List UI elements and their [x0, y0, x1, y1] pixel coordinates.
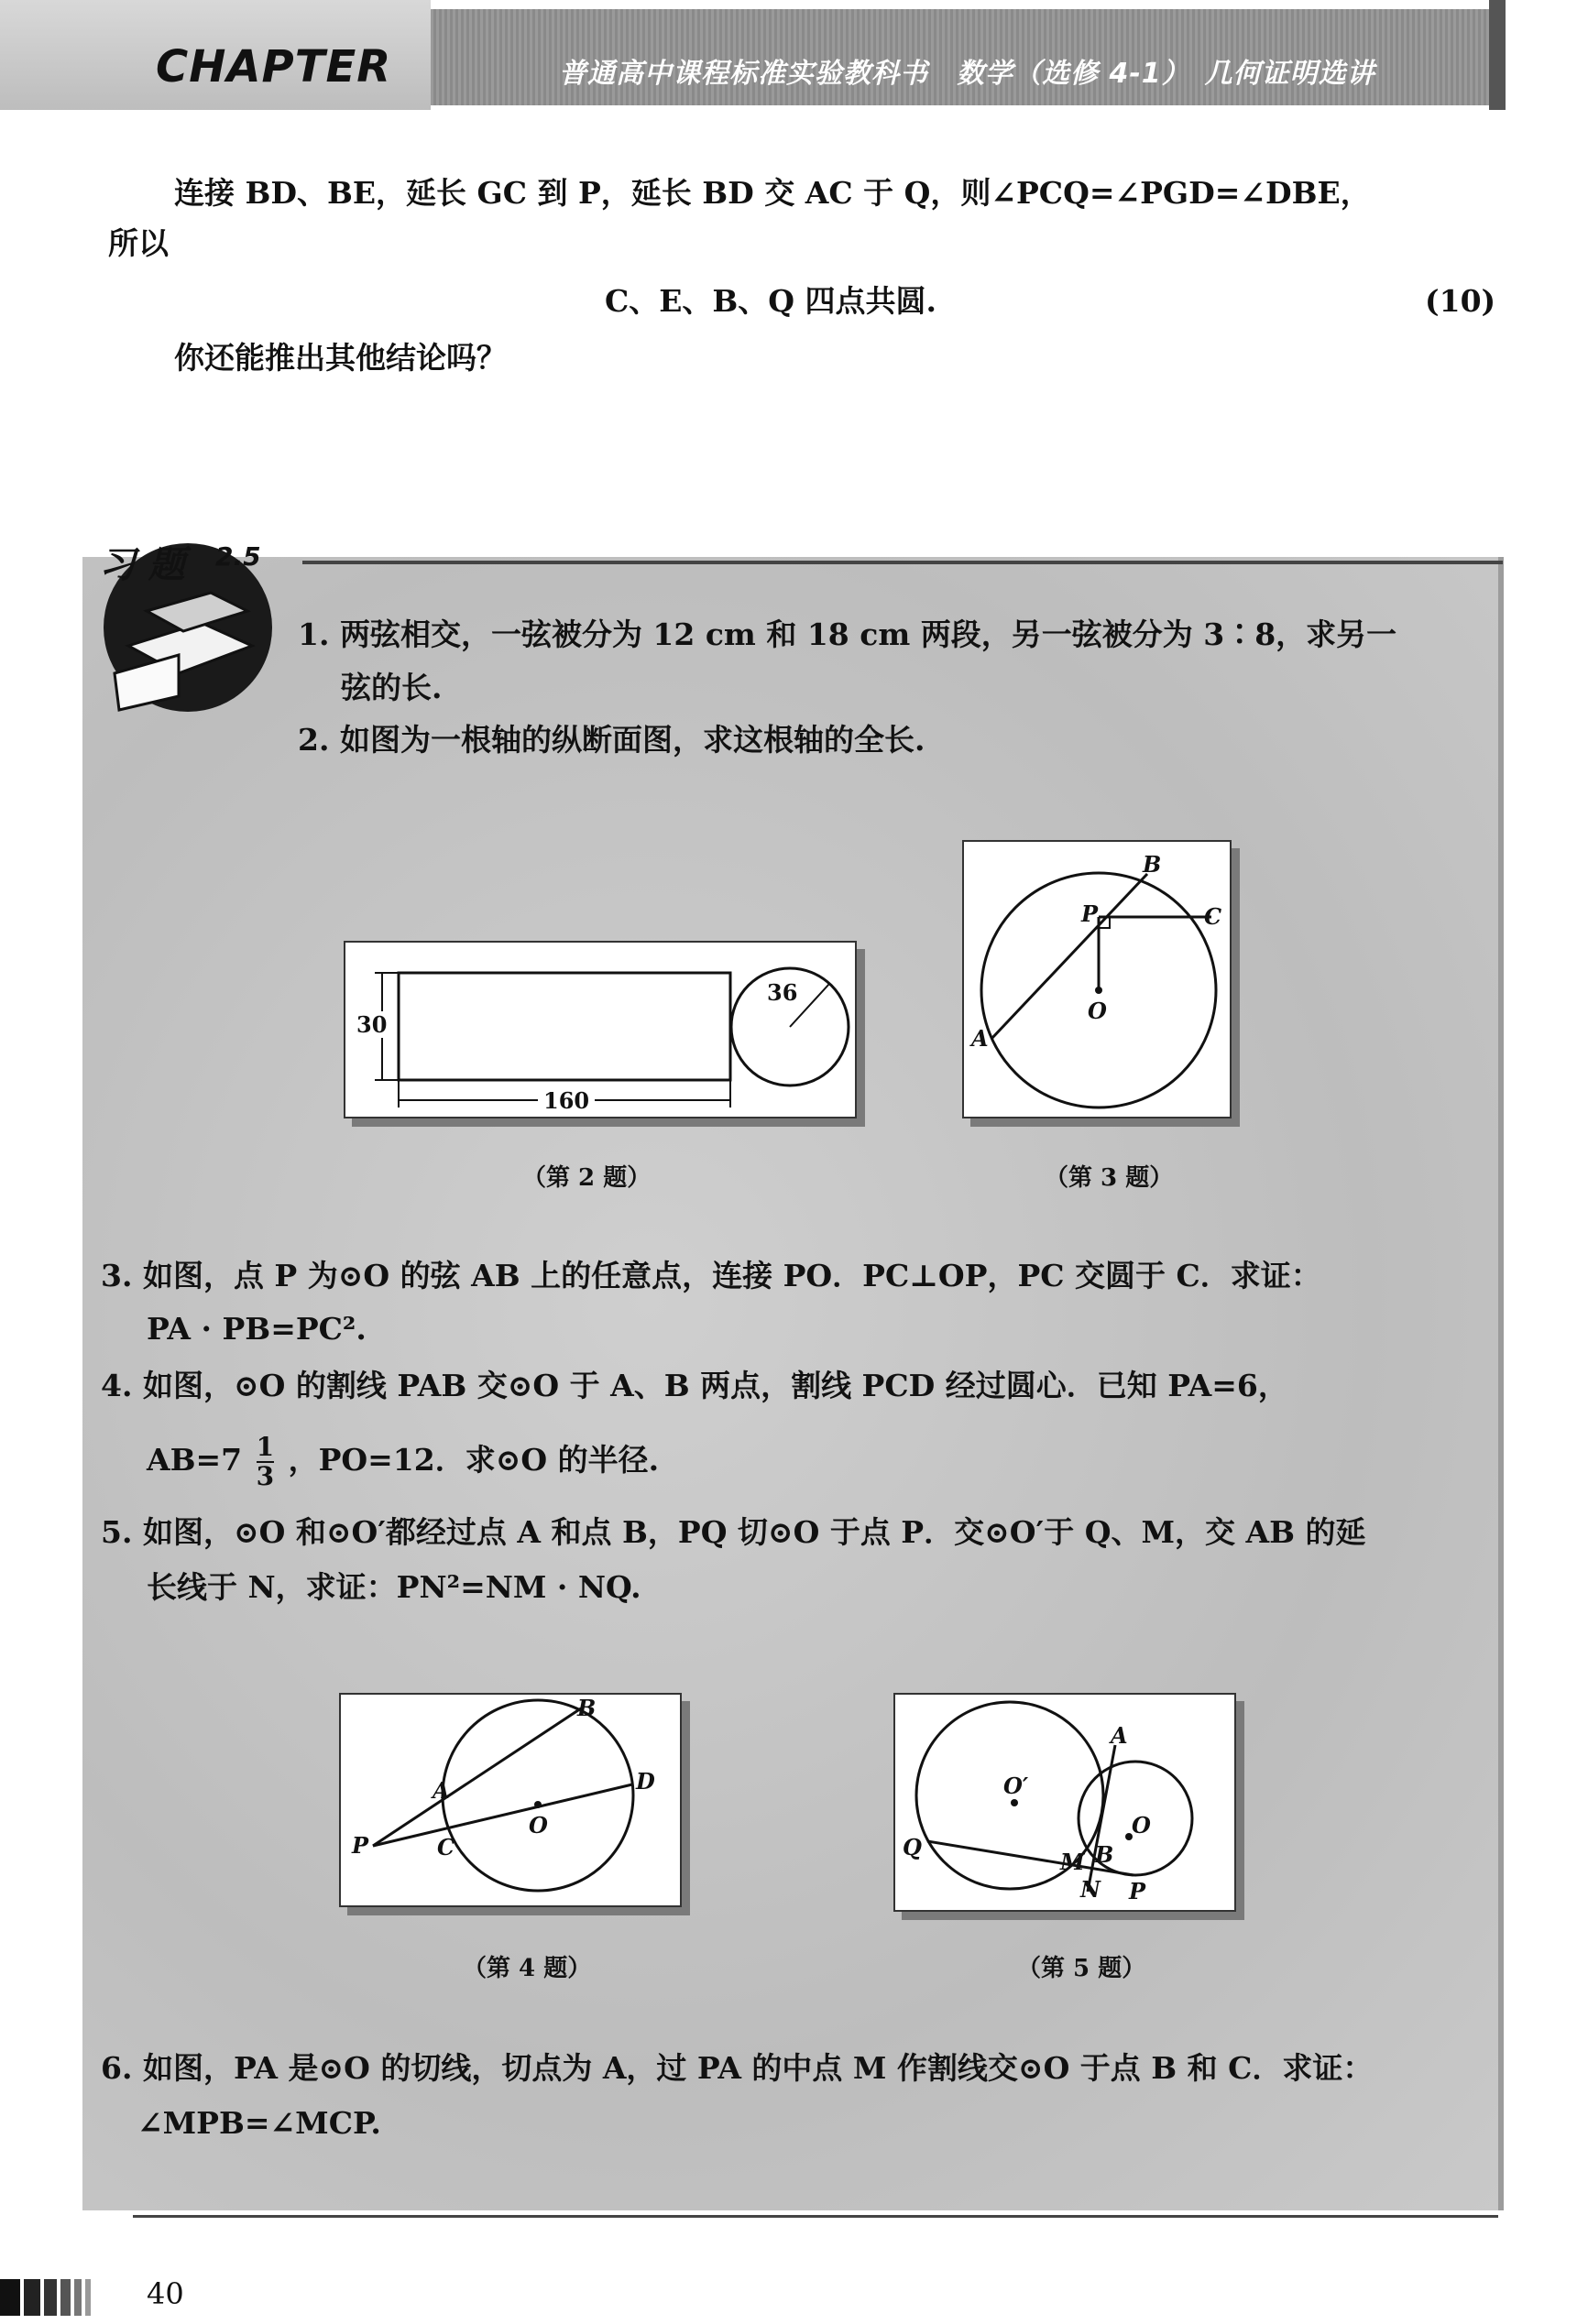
problem-6-line-2: ∠MPB=∠MCP.: [137, 2105, 381, 2141]
badge-number: 2.5: [215, 541, 261, 572]
problem-3-line-1: 3. 如图，点 P 为⊙O 的弦 AB 上的任意点，连接 PO．PC⊥OP，PC 交圆于 C．求证：: [101, 1258, 1321, 1293]
footer-rule: [133, 2215, 1498, 2218]
figure-3-caption: （第 3 题）: [1045, 1164, 1174, 1192]
footer-bar-icon: [0, 2275, 119, 2320]
shaft-diagram: [345, 943, 855, 1117]
label-q: Q: [903, 1834, 922, 1860]
problem-1-line-2: 弦的长.: [341, 670, 443, 705]
problem-4-line-2: [147, 1434, 659, 1490]
problem-1-line-1: 1. 两弦相交，一弦被分为 12 cm 和 18 cm 两段，另一弦被分为 3∶8，求另一: [298, 616, 1397, 652]
figure-2: [344, 941, 857, 1118]
label-c: C: [1204, 903, 1222, 930]
label-b: B: [1095, 1841, 1114, 1868]
figure-4: [339, 1693, 682, 1907]
intro-line-2: 所以: [108, 225, 169, 261]
label-o-prime: O′: [1003, 1773, 1029, 1799]
header-edge-strip: [1489, 0, 1506, 110]
page-header: [0, 0, 1588, 115]
problem-2: 2. 如图为一根轴的纵断面图，求这根轴的全长.: [298, 722, 925, 758]
figure-2-caption: （第 2 题）: [522, 1164, 652, 1192]
label-m: M: [1060, 1849, 1085, 1875]
badge-label: 习 题: [99, 544, 185, 586]
p4-suffix: ，PO=12．求⊙O 的半径.: [288, 1442, 660, 1478]
problem-3-line-2: PA · PB=PC².: [147, 1311, 367, 1347]
label-d: D: [636, 1768, 655, 1795]
followup-question: 你还能推出其他结论吗？: [174, 340, 507, 376]
chord-diagram: [964, 842, 1230, 1117]
label-b: B: [577, 1695, 597, 1721]
label-o: O: [1088, 998, 1107, 1024]
fraction-den: 3: [256, 1461, 275, 1491]
label-a: A: [971, 1025, 989, 1052]
figure-5-caption: （第 5 题）: [1017, 1955, 1146, 1982]
label-o: O: [1132, 1812, 1151, 1838]
chapter-label: CHAPTER: [156, 41, 392, 93]
footer-blocks: [0, 2275, 119, 2320]
conclusion-line: C、E、B、Q 四点共圆.: [605, 283, 937, 319]
dim-length: 160: [538, 1087, 595, 1114]
label-o: O: [529, 1812, 548, 1838]
book-title: 普通高中课程标准实验教科书 数学（选修 4-1） 几何证明选讲: [559, 58, 1375, 90]
fraction-num: 1: [256, 1432, 275, 1462]
label-c: C: [437, 1834, 455, 1860]
label-n: N: [1080, 1876, 1101, 1903]
dim-radius: 36: [767, 979, 798, 1006]
figure-3: [962, 840, 1232, 1118]
fraction: [257, 1434, 274, 1490]
problem-5-line-1: 5. 如图，⊙O 和⊙O′都经过点 A 和点 B，PQ 切⊙O 于点 P．交⊙O′于 Q、M，交 AB 的延: [101, 1514, 1366, 1550]
label-p: P: [352, 1832, 369, 1859]
label-b: B: [1143, 851, 1162, 878]
label-p: P: [1081, 900, 1099, 927]
figure-5: [893, 1693, 1236, 1912]
p4-ab-prefix: AB=7: [147, 1442, 243, 1478]
two-circles-diagram: [895, 1695, 1234, 1910]
exercise-top-rule: [302, 561, 1503, 564]
figure-4-caption: （第 4 题）: [463, 1955, 592, 1982]
page-number: 40: [147, 2276, 184, 2311]
label-a: A: [1111, 1722, 1128, 1749]
problem-5-line-2: 长线于 N，求证：PN²=NM · NQ.: [147, 1569, 641, 1605]
problem-4-line-1: 4. 如图，⊙O 的割线 PAB 交⊙O 于 A、B 两点，割线 PCD 经过圆心．已知 PA=6，: [101, 1368, 1288, 1403]
exercise-badge: [92, 536, 284, 719]
dim-height: 30: [356, 1011, 388, 1038]
secant-diagram: [341, 1695, 680, 1905]
intro-line-1: 连接 BD、BE，延长 GC 到 P，延长 BD 交 AC 于 Q，则∠PCQ=∠PGD=∠DBE，: [174, 175, 1371, 211]
label-p: P: [1129, 1878, 1146, 1904]
equation-number: (10): [1425, 283, 1496, 319]
problem-6-line-1: 6. 如图，PA 是⊙O 的切线，切点为 A，过 PA 的中点 M 作割线交⊙O 于点 B 和 C．求证：: [101, 2050, 1374, 2086]
label-a: A: [433, 1777, 450, 1804]
